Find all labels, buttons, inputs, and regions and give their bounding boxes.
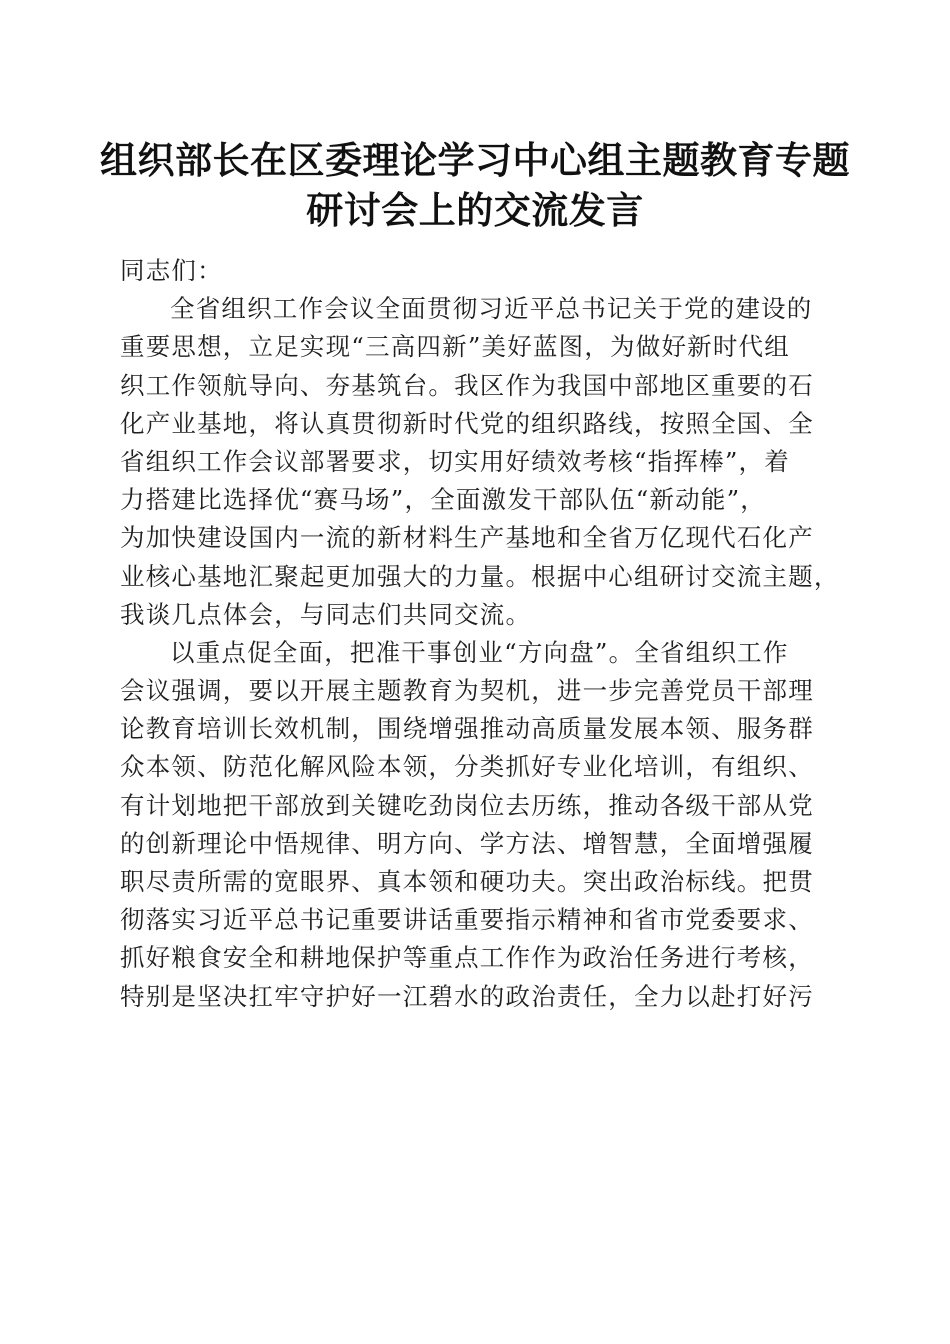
title-line: 组织部长在区委理论学习中心组主题教育专题: [100, 139, 850, 182]
document-body: [120, 252, 840, 1016]
paragraph-line: 重要思想，立足实现“三高四新”美好蓝图，为做好新时代组: [120, 332, 790, 362]
document-title: [100, 136, 850, 236]
paragraph-line: 全省组织工作会议全面贯彻习近平总书记关于党的建设的: [170, 294, 813, 324]
paragraph-2: [120, 634, 840, 1016]
paragraph-line: 以重点促全面，把准干事创业“方向盘”。全省组织工作: [170, 637, 789, 667]
paragraph-line: 力搭建比选择优“赛马场”，全面激发干部队伍“新动能”，: [120, 485, 766, 515]
paragraph-line: 众本领、防范化解风险本领，分类抓好专业化培训，有组织、: [120, 752, 814, 782]
paragraph-line: 省组织工作会议部署要求，切实用好绩效考核“指挥棒”，着: [120, 446, 790, 476]
paragraph-line: 职尽责所需的宽眼界、真本领和硬功夫。突出政治标线。把贯: [120, 867, 814, 896]
paragraph-line: 特别是坚决扛牢守护好一江碧水的政治责任，全力以赴打好污: [120, 981, 814, 1011]
title-line: 研讨会上的交流发言: [306, 189, 644, 232]
paragraph-line: 的创新理论中悟规律、明方向、学方法、增智慧，全面增强履: [120, 828, 814, 858]
salutation: 同志们：: [120, 256, 223, 285]
paragraph-line: 会议强调，要以开展主题教育为契机，进一步完善党员干部理: [120, 676, 814, 706]
paragraph-line: 织工作领航导向、夯基筑台。我区作为我国中部地区重要的石: [120, 370, 814, 400]
paragraph-line: 彻落实习近平总书记重要讲话重要指示精神和省市党委要求、: [120, 905, 814, 935]
paragraph-1: [120, 290, 840, 634]
paragraph-line: 我谈几点体会，与同志们共同交流。: [120, 599, 532, 629]
paragraph-line: 有计划地把干部放到关键吃劲岗位去历练，推动各级干部从党: [120, 790, 814, 820]
paragraph-line: 为加快建设国内一流的新材料生产基地和全省万亿现代石化产: [120, 523, 814, 553]
paragraph-line: 业核心基地汇聚起更加强大的力量。根据中心组研讨交流主题，: [120, 561, 840, 591]
paragraph-line: 论教育培训长效机制，围绕增强推动高质量发展本领、服务群: [120, 714, 814, 744]
paragraph-line: 抓好粮食安全和耕地保护等重点工作作为政治任务进行考核，: [120, 943, 814, 973]
paragraph-line: 化产业基地，将认真贯彻新时代党的组织路线，按照全国、全: [120, 408, 814, 438]
